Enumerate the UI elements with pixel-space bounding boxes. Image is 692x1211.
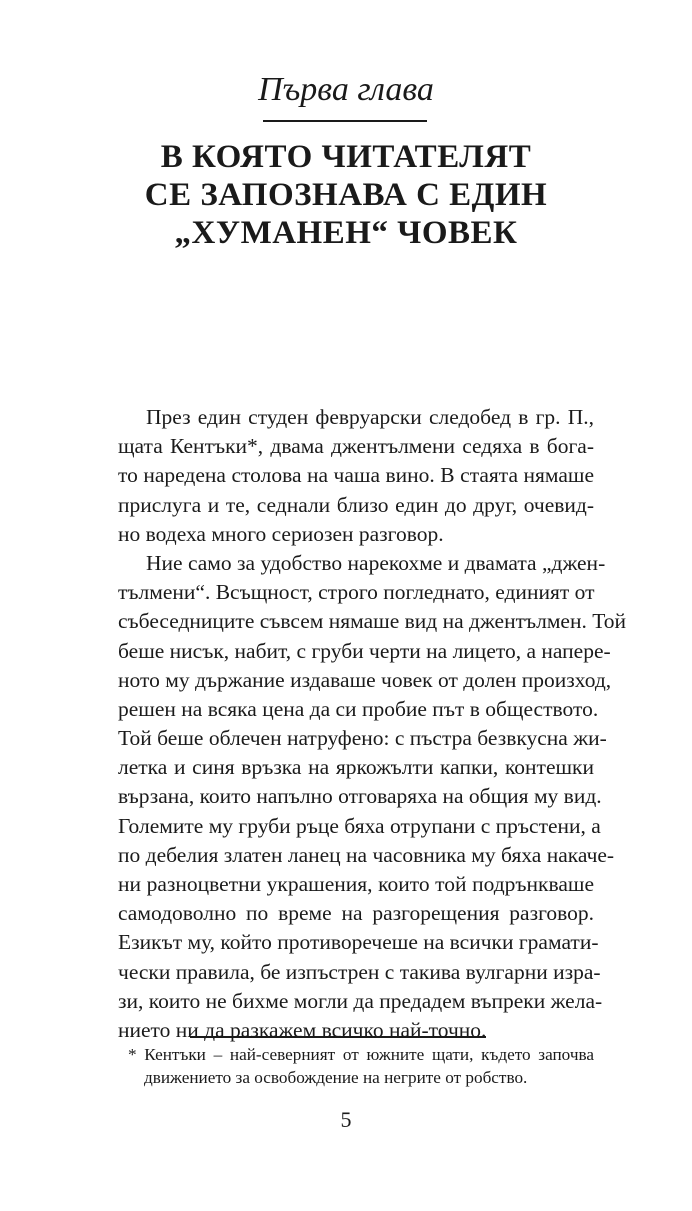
text-line: Ние само за удобство нарекохме и двамата „джен- <box>146 550 606 575</box>
body-text <box>118 403 626 1045</box>
footnote-line: * Кентъки – най-северният от южните щати, където започва <box>128 1045 594 1064</box>
text-line: то наредена столова на чаша вино. В стаята нямаше <box>118 463 594 488</box>
text-line: беше нисък, набит, с груби черти на лицето, а напере- <box>118 638 611 663</box>
chapter-title <box>0 138 692 252</box>
chapter-divider <box>263 120 427 122</box>
text-line: Той беше облечен натруфено: с пъстра безвкусна жи- <box>118 726 607 751</box>
footnote-line: движението за освобождение на негрите от робство. <box>144 1067 528 1087</box>
text-line: по дебелия златен ланец на часовника му бяха накаче- <box>118 842 615 867</box>
text-line: прислуга и те, седнали близо един до друг, очевид- <box>118 492 594 517</box>
text-line: вързана, които напълно отговаряха на общия му вид. <box>118 784 602 809</box>
chapter-title-line: В КОЯТО ЧИТАТЕЛЯТ <box>160 139 532 175</box>
text-line: самодоволно по време на разгорещения разговор. <box>118 901 594 926</box>
chapter-title-line: „ХУМАНЕН“ ЧОВЕК <box>174 215 518 251</box>
paragraph <box>118 549 626 1045</box>
chapter-title-line: СЕ ЗАПОЗНАВА С ЕДИН <box>144 177 548 213</box>
text-line: ни разноцветни украшения, които той подрънкваше <box>118 872 594 896</box>
text-line: летка и синя връзка на яркожълти капки, контешки <box>118 755 594 780</box>
text-line: Големите му груби ръце бяха отрупани с пръстени, а <box>118 813 601 838</box>
text-line: събеседниците съвсем нямаше вид на джентълмен. Той <box>118 609 626 634</box>
text-line: чески правила, бе изпъстрен с такива вулгарни изра- <box>118 959 601 984</box>
text-line: тълмени“. Всъщност, строго погледнато, единият от <box>118 580 595 605</box>
paragraph <box>118 403 594 549</box>
text-line: но водеха много сериозен разговор. <box>118 521 444 546</box>
text-line: щата Кентъки*, двама джентълмени седяха в бога- <box>118 434 594 459</box>
footnote <box>118 1044 594 1089</box>
footnote-divider <box>190 1036 486 1038</box>
text-line: зи, които не бихме могли да предадем въпреки жела- <box>118 988 603 1013</box>
text-line: нието ни да разкажем всичко най-точно. <box>118 1017 487 1042</box>
page-number: 5 <box>340 1107 352 1132</box>
text-line: ното му държание издаваше човек от долен произход, <box>118 667 612 692</box>
text-line: решен на всяка цена да си пробие път в обществото. <box>118 696 599 721</box>
chapter-label: Първа глава <box>258 71 434 108</box>
text-line: През един студен февруарски следобед в гр. П., <box>146 405 594 429</box>
text-line: Езикът му, който противоречеше на всички грамати- <box>118 930 599 955</box>
